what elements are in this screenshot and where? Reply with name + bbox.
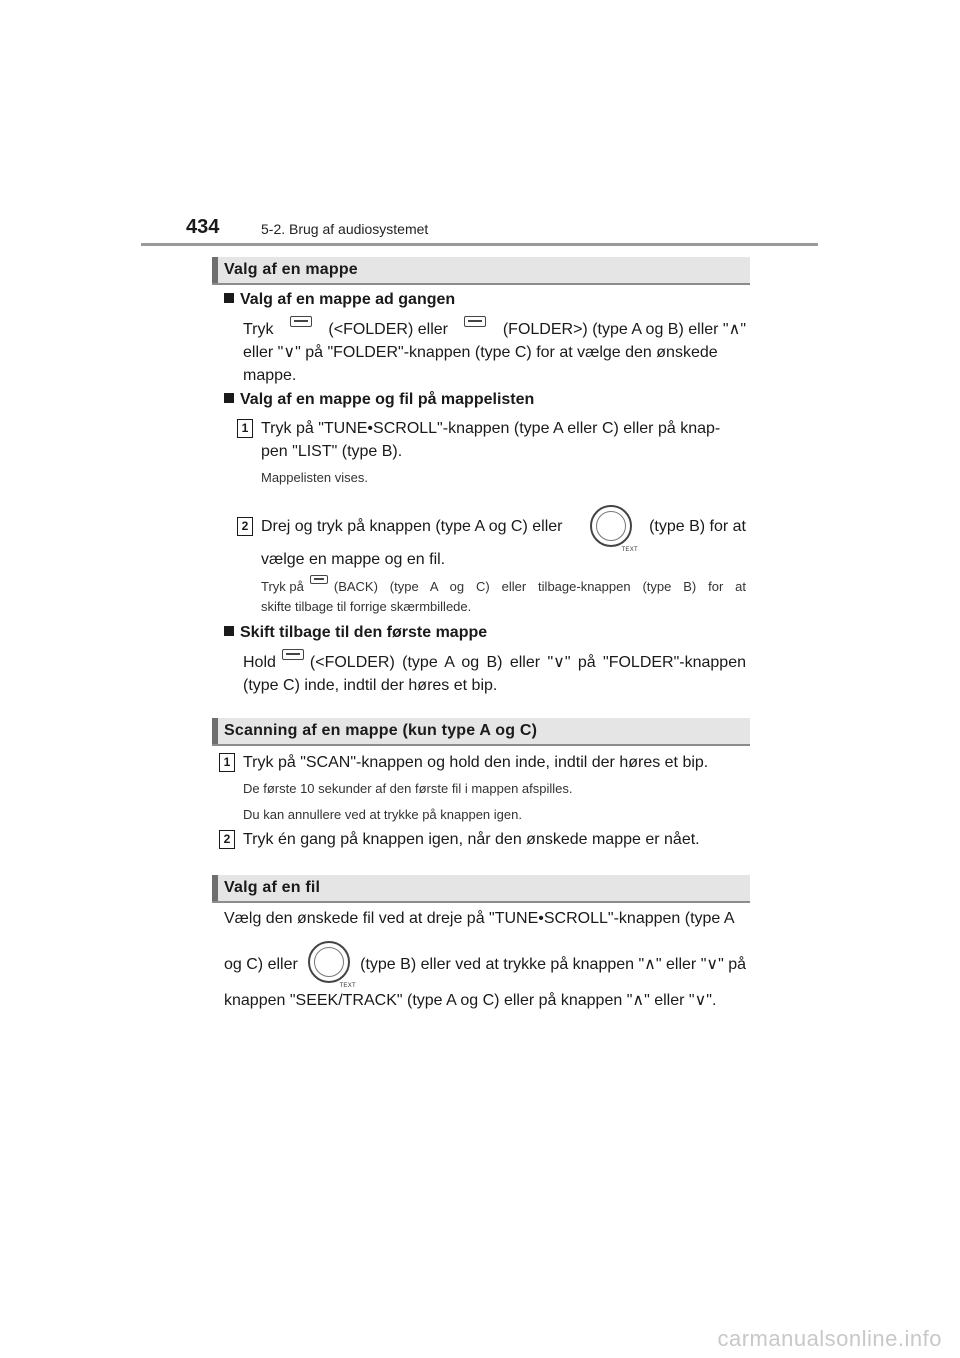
tune-knob-icon (308, 941, 356, 989)
folder-prev-button-icon (290, 316, 312, 327)
step-2-line-2: vælge en mappe og en fil. (261, 551, 446, 568)
text-line: Tryk på "TUNE•SCROLL"-knappen (type A eller C) eller på knap- (261, 420, 721, 437)
text-fragment: og C) eller (224, 956, 298, 973)
knob-text-label: TEXT (339, 983, 356, 989)
text-line: eller "∨" på "FOLDER"-knappen (type C) for at vælge den ønskede (243, 344, 718, 361)
file-select-line-1: Vælg den ønskede fil ved at dreje på "TUNE•SCROLL"-knappen (type A (224, 910, 735, 927)
step-2-text (261, 515, 746, 538)
scan-step-2-text: Tryk én gang på knappen igen, når den ønskede mappe er nået. (243, 831, 700, 848)
text-fragment: (<FOLDER) (type A og B) eller "∨" på "FOLDER"-knappen (309, 654, 746, 671)
text-fragment: Hold (243, 654, 276, 671)
page-number: 434 (186, 216, 220, 238)
step-1-note: Mappelisten vises. (261, 470, 368, 485)
text-fragment: Tryk (243, 321, 274, 338)
scan-note-1: De første 10 sekunder af den første fil i mappen afspilles. (243, 781, 573, 796)
subheading-back-to-first-folder (224, 624, 487, 642)
section-heading-bar (212, 718, 218, 744)
scan-note-2: Du kan annullere ved at trykke på knappen igen. (243, 807, 522, 822)
subheading-folder-list (224, 391, 534, 409)
section-heading-bar (212, 257, 218, 283)
text-fragment: Tryk på (261, 579, 304, 594)
step-1-text (261, 417, 746, 463)
subheading-text: Valg af en mappe og fil på mappelisten (240, 391, 535, 408)
chapter-title: 5-2. Brug af audiosystemet (261, 221, 429, 237)
text-fragment: (type B) for at (649, 518, 746, 535)
subheading-folder-one-at-a-time (224, 291, 455, 309)
scan-step-1-text: Tryk på "SCAN"-knappen og hold den inde, indtil der høres et bip. (243, 754, 709, 771)
step-number-1: 1 (219, 753, 235, 772)
square-bullet-icon (224, 393, 234, 403)
tune-knob-icon (590, 505, 638, 553)
text-line: skifte tilbage til forrige skærmbillede. (261, 599, 472, 614)
subheading-text: Valg af en mappe ad gangen (240, 291, 456, 308)
text-line (243, 318, 746, 341)
step-number-2: 2 (219, 830, 235, 849)
text-line (261, 577, 746, 597)
section-heading-folder-select (212, 257, 750, 285)
section-heading-file-select (212, 875, 750, 903)
text-line: pen "LIST" (type B). (261, 443, 403, 460)
paragraph-back-to-first-folder (243, 651, 746, 697)
text-fragment: (<FOLDER) eller (328, 321, 448, 338)
text-fragment: Drej og tryk på knappen (type A og C) eller (261, 518, 563, 535)
header-divider (141, 243, 818, 246)
section-heading-text: Valg af en mappe (224, 261, 358, 278)
text-fragment: (BACK) (type A og C) eller tilbage-knappen (type B) for at (333, 579, 746, 594)
text-line: (type C) inde, indtil der høres et bip. (243, 677, 498, 694)
knob-text-label: TEXT (621, 547, 638, 553)
text-fragment: (FOLDER>) (type A og B) eller "∧" (502, 321, 746, 338)
step-number-2: 2 (237, 517, 253, 536)
watermark-text: carmanualsonline.info (717, 1326, 942, 1351)
square-bullet-icon (224, 626, 234, 636)
folder-prev-button-icon (282, 649, 304, 660)
file-select-line-3: knappen "SEEK/TRACK" (type A og C) eller på knappen "∧" eller "∨". (224, 992, 717, 1009)
section-heading-text: Scanning af en mappe (kun type A og C) (224, 722, 538, 739)
folder-next-button-icon (464, 316, 486, 327)
text-line (243, 651, 746, 674)
square-bullet-icon (224, 293, 234, 303)
text-fragment: (type B) eller ved at trykke på knappen "∧" eller "∨" på (360, 956, 746, 973)
subheading-text: Skift tilbage til den første mappe (240, 624, 488, 641)
step-2-note (261, 577, 746, 617)
section-heading-bar (212, 875, 218, 901)
back-button-icon (310, 575, 328, 584)
text-line: mappe. (243, 367, 297, 384)
section-heading-scan (212, 718, 750, 746)
section-heading-text: Valg af en fil (224, 879, 321, 896)
step-number-1: 1 (237, 419, 253, 438)
paragraph-folder-one-at-a-time (243, 318, 746, 387)
file-select-line-2 (224, 953, 746, 976)
